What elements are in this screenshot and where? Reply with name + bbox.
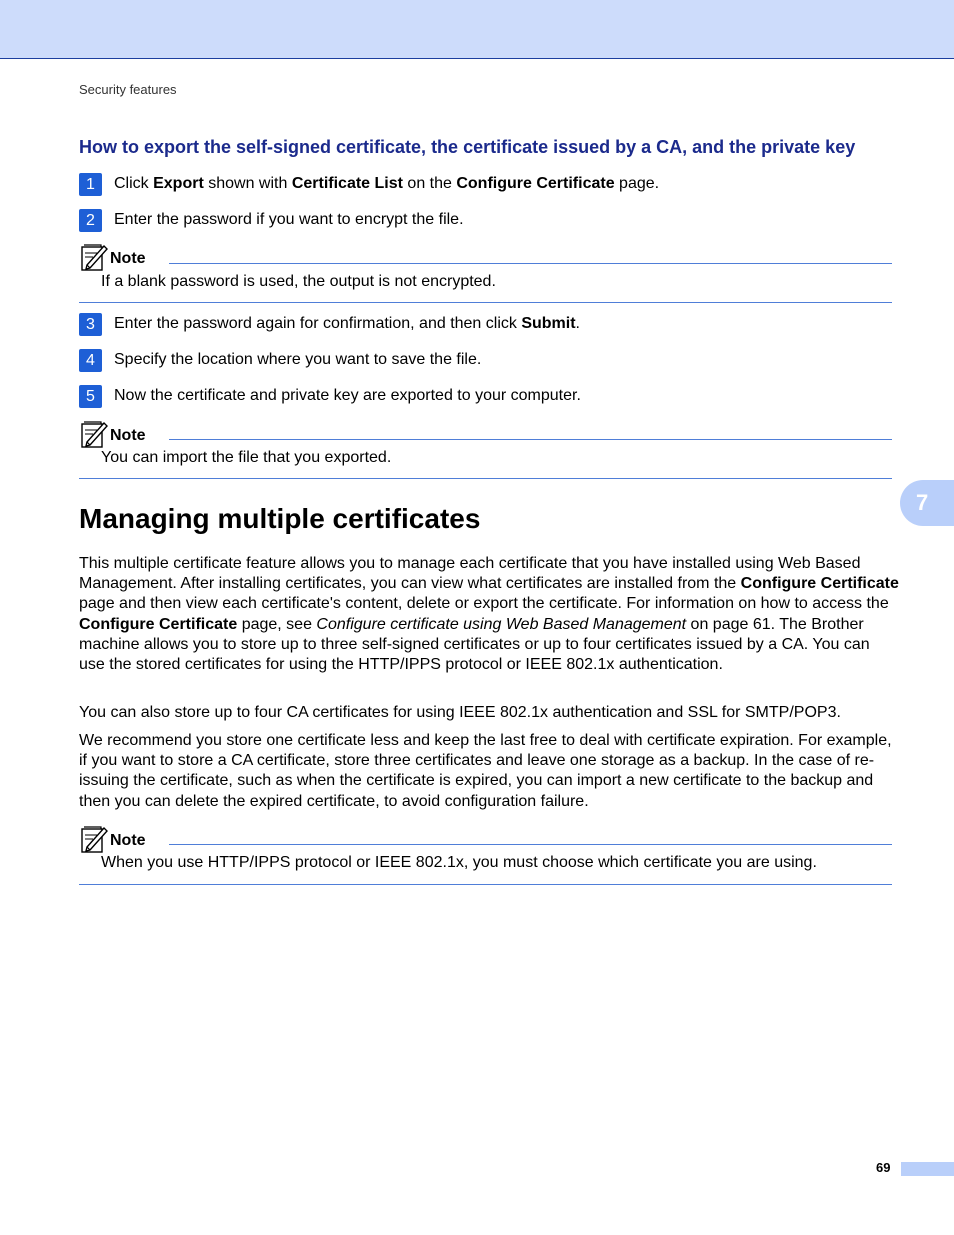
paragraph-ca-certificates: You can also store up to four CA certificates for using IEEE 802.1x authentication and SSL for SMTP/POP3. <box>79 704 841 721</box>
step-text: Now the certificate and private key are exported to your computer. <box>114 387 581 404</box>
note-text: When you use HTTP/IPPS protocol or IEEE 802.1x, you must choose which certificate you are using. <box>101 854 817 871</box>
export-section-title: How to export the self-signed certificate, the certificate issued by a CA, and the private key <box>79 137 856 157</box>
paragraph-multiple-certificates: This multiple certificate feature allows you to manage each certificate that you have installed using Web Based Management. After installing certificates, you can view what certificates are installed from the Configure Certificate page and then view each certificate's content, delete or export the certificate. For information on how to access the Configure Certificate page, see Configure certificate using Web Based Management on page 61. The Brother machine allows you to store up to three self-signed certificates or up to four certificates issued by a CA. You can use the stored certificates for using the HTTP/IPPS protocol or IEEE 802.1x authentication. <box>79 555 899 674</box>
note-rule <box>169 263 892 264</box>
note-bottom-rule <box>79 478 892 479</box>
cross-reference: Configure certificate using Web Based Management <box>316 615 687 633</box>
note-text: If a blank password is used, the output is not encrypted. <box>101 273 496 290</box>
note-label: Note <box>110 427 146 444</box>
note-label: Note <box>110 832 146 849</box>
step-1 <box>79 173 899 195</box>
step-5 <box>79 385 899 407</box>
page-tab <box>901 1162 954 1176</box>
step-number-badge: 1 <box>79 173 102 196</box>
step-number-badge: 2 <box>79 209 102 232</box>
step-number-badge: 3 <box>79 313 102 336</box>
step-text: Enter the password if you want to encrypt the file. <box>114 211 464 228</box>
running-head: Security features <box>79 82 177 97</box>
note-rule <box>169 844 892 845</box>
page-number: 69 <box>876 1160 891 1175</box>
chapter-tab <box>900 480 954 526</box>
step-text: Specify the location where you want to save the file. <box>114 351 482 368</box>
note-pencil-icon <box>79 825 109 853</box>
note-text: You can import the file that you exported. <box>101 449 392 466</box>
step-3 <box>79 313 899 335</box>
note-box <box>79 243 892 303</box>
header-band <box>0 0 954 59</box>
note-rule <box>169 439 892 440</box>
note-pencil-icon <box>79 420 109 448</box>
step-number-badge: 4 <box>79 349 102 372</box>
paragraph-recommendation: We recommend you store one certificate less and keep the last free to deal with certificate expiration. For example, if you want to store a CA certificate, store three certificates and leave one storage as a backup. In the case of re-issuing the certificate, such as when the certificate is expired, you can import a new certificate to the backup and then you can delete the expired certificate, to avoid configuration failure. <box>79 732 892 810</box>
note-pencil-icon <box>79 243 109 271</box>
chapter-number: 7 <box>916 490 929 515</box>
note-label: Note <box>110 250 146 267</box>
step-text: Enter the password again for confirmation, and then click Submit. <box>114 315 580 332</box>
step-2 <box>79 209 899 231</box>
step-4 <box>79 349 899 371</box>
note-bottom-rule <box>79 884 892 885</box>
step-text: Click Export shown with Certificate List on the Configure Certificate page. <box>114 175 660 192</box>
note-box <box>79 420 892 480</box>
step-number-badge: 5 <box>79 385 102 408</box>
managing-section-title: Managing multiple certificates <box>79 503 481 534</box>
note-box <box>79 825 892 886</box>
note-bottom-rule <box>79 302 892 303</box>
